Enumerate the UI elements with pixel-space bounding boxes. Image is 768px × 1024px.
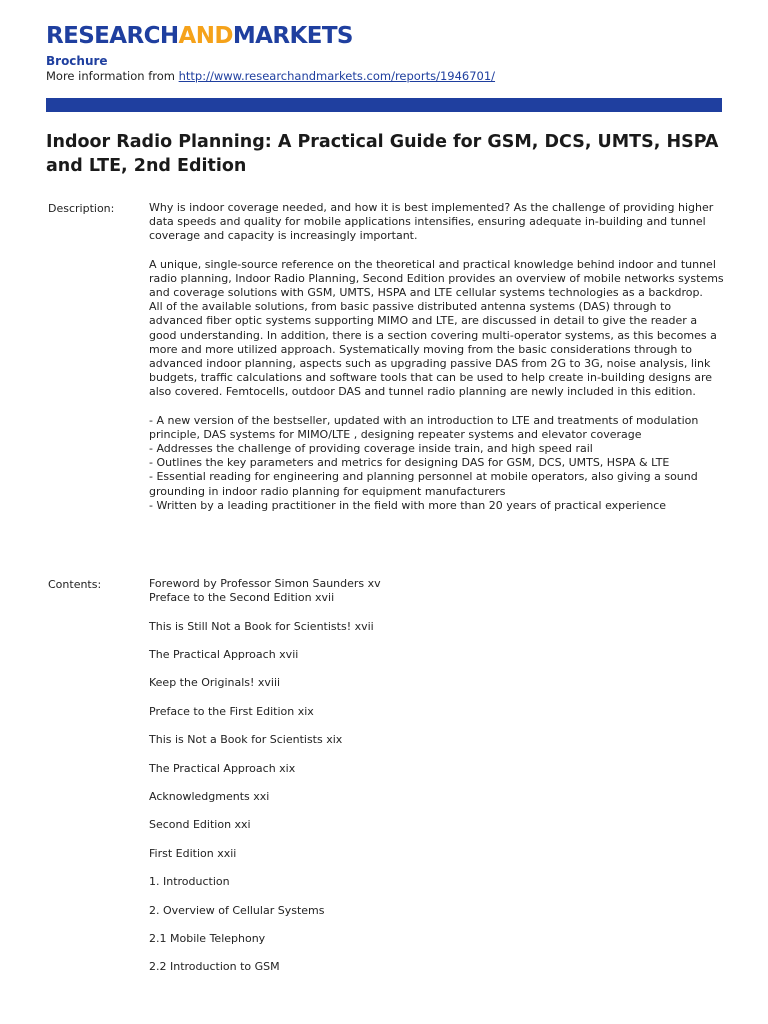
contents-entry: This is Still Not a Book for Scientists! xvii xyxy=(149,619,374,633)
description-label: Description: xyxy=(48,202,115,215)
contents-entry: This is Not a Book for Scientists xix xyxy=(149,733,343,747)
contents-entry: Acknowledgments xxi xyxy=(149,789,270,803)
description-paragraph: A unique, single-source reference on the theoretical and practical knowledge behind indoor and tunnel radio planning, Indoor Radio Planning, Second Edition provides an overview of mobile networks systems and coverage solutions with GSM, UMTS, HSPA and LTE cellular systems technologies as a backdrop. xyxy=(149,257,724,300)
contents-entry: The Practical Approach xix xyxy=(149,761,296,775)
logo-research: RESEARCH xyxy=(46,23,179,49)
more-info-line xyxy=(46,69,495,83)
contents-entry: 2.1 Mobile Telephony xyxy=(149,931,266,945)
contents-entry: Keep the Originals! xviii xyxy=(149,676,281,690)
contents-entry: Preface to the Second Edition xvii xyxy=(149,591,335,605)
description-body xyxy=(149,201,727,513)
contents-entry: First Edition xxii xyxy=(149,846,237,860)
brochure-label: Brochure xyxy=(46,54,108,68)
bullet-item: - Written by a leading practitioner in the field with more than 20 years of practical experience xyxy=(149,498,667,512)
contents-entry: Second Edition xxi xyxy=(149,818,251,832)
bullet-item: - Addresses the challenge of providing coverage inside train, and high speed rail xyxy=(149,442,593,456)
contents-entry: 2. Overview of Cellular Systems xyxy=(149,903,325,917)
feature-bullets xyxy=(149,414,727,513)
research-and-markets-logo xyxy=(46,22,353,50)
more-info-text: More information from xyxy=(46,69,175,83)
contents-entry: Foreword by Professor Simon Saunders xv xyxy=(149,577,381,590)
contents-entry: 1. Introduction xyxy=(149,875,230,889)
header-divider-bar xyxy=(46,98,722,112)
logo-and: AND xyxy=(178,23,233,49)
contents-list xyxy=(149,577,727,974)
contents-entry: The Practical Approach xvii xyxy=(149,647,299,661)
bullet-item: - Essential reading for engineering and planning personnel at mobile operators, also giving a sound grounding in indoor radio planning for equipment manufacturers xyxy=(149,470,698,498)
description-paragraph: All of the available solutions, from basic passive distributed antenna systems (DAS) through to advanced fiber optic systems supporting MIMO and LTE, are discussed in detail to give the reader a good understanding. In addition, there is a section covering multi-operator systems, as this becomes a more and more utilized approach. Systematically moving from the basic considerations through to advanced indoor planning, aspects such as upgrading passive DAS from 2G to 3G, noise analysis, link budgets, traffic calculations and software tools that can be used to help create in-building designs are also covered. Femtocells, outdoor DAS and tunnel radio planning are newly included in this edition. xyxy=(149,300,717,399)
document-title: Indoor Radio Planning: A Practical Guide for GSM, DCS, UMTS, HSPA and LTE, 2nd Edition xyxy=(46,132,719,176)
bullet-item: - Outlines the key parameters and metrics for designing DAS for GSM, DCS, UMTS, HSPA & LTE xyxy=(149,456,670,470)
description-paragraph: Why is indoor coverage needed, and how it is best implemented? As the challenge of providing higher data speeds and quality for mobile applications intensifies, ensuring adequate in-building and tunnel coverage and capacity is increasingly important. xyxy=(149,201,714,243)
contents-entry: 2.2 Introduction to GSM xyxy=(149,960,280,974)
bullet-item: - A new version of the bestseller, updated with an introduction to LTE and treatments of modulation principle, DAS systems for MIMO/LTE , designing repeater systems and elevator coverage xyxy=(149,413,699,441)
contents-entry: Preface to the First Edition xix xyxy=(149,704,314,718)
report-link[interactable]: http://www.researchandmarkets.com/reports/1946701/ xyxy=(178,69,496,83)
logo-markets: MARKETS xyxy=(232,23,353,49)
contents-label: Contents: xyxy=(48,578,102,591)
